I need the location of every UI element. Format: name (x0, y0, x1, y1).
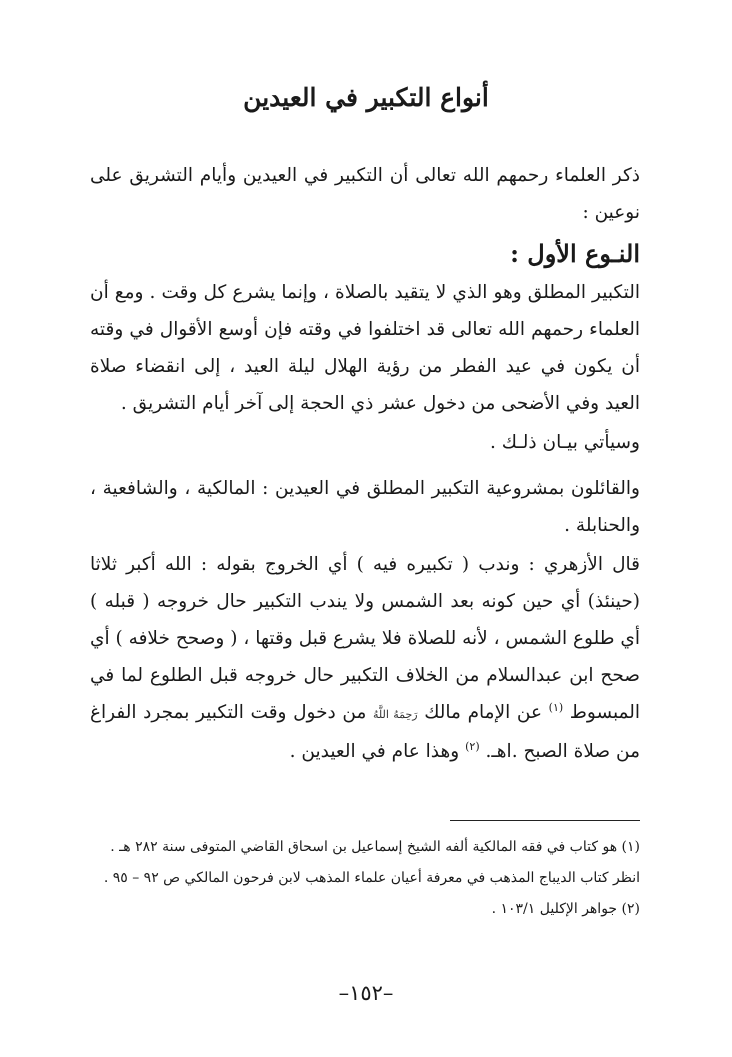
footnote-line: انظر كتاب الديباج المذهب في معرفة أعيان علماء المذهب لابن فرحون المالكي ص ٩٢ – ٩٥ . (103, 870, 640, 886)
paragraph-azhari-quote (90, 546, 640, 770)
intro-paragraph: ذكر العلماء رحمهم الله تعالى أن التكبير في العيدين وأيام التشريق على نوعين : (90, 165, 640, 223)
footnote-ref-2: (٢) (465, 739, 480, 753)
footnotes-block (80, 832, 640, 925)
paragraph-schools-opinion: والقائلون بمشروعية التكبير المطلق في العيدين : المالكية ، والشافعية ، والحنابلة . (90, 478, 640, 536)
page-number: –١٥٢– (338, 981, 394, 1005)
footnote-divider (450, 820, 640, 821)
page-title: أنواع التكبير في العيدين (243, 83, 489, 112)
quote-part-2: عن الإمام مالك (424, 702, 543, 723)
paragraph-general-takbir: التكبير المطلق وهو الذي لا يتقيد بالصلاة ، وإنما يشرع كل وقت . ومع أن العلماء رحمهم الله تعالى قد اختلفوا في وقته فإن أوسع الأقوال في وقته أن يكون في عيد الفطر من رؤية الهلال ليلة العيد ، إلى انقضاء صلاة العيد وفي الأضحى من دخول عشر ذي الحجة إلى آخر أيام التشريق . (90, 282, 640, 414)
paragraph-explanation-note: وسيأتي بيـان ذلـك . (489, 432, 640, 453)
honorific-glyph: رَحِمَهُ اللَّهُ (373, 708, 418, 721)
section-heading: النـوع الأول : (510, 239, 640, 268)
footnote-line: (١) هو كتاب في فقه المالكية ألفه الشيخ إسماعيل بن اسحاق القاضي المتوفى سنة ٢٨٢ هـ . (110, 839, 640, 855)
quote-part-3: من دخول وقت التكبير بمجرد الفراغ من صلاة الصبح .اهـ. (90, 702, 640, 762)
quote-part-4: وهذا عام في العيدين . (289, 741, 460, 762)
quote-part-1: قال الأزهري : وندب ( تكبيره فيه ) أي الخروج بقوله : الله أكبر ثلاثا (حينئذ) أي حين كونه بعد الشمس ولا يندب التكبير حال خروجه ( قبله ) أي طلوع الشمس ، لأنه للصلاة فلا يشرع قبل وقتها ، ( وصحح خلافه ) أي صحح ابن عبدالسلام من الخلاف التكبير حال خروجه قبل الطلوع لما في المبسوط (90, 554, 641, 723)
footnote-ref-1: (١) (548, 700, 564, 714)
footnote-line: (٢) جواهر الإكليل ١٠٣/١ . (491, 901, 640, 917)
